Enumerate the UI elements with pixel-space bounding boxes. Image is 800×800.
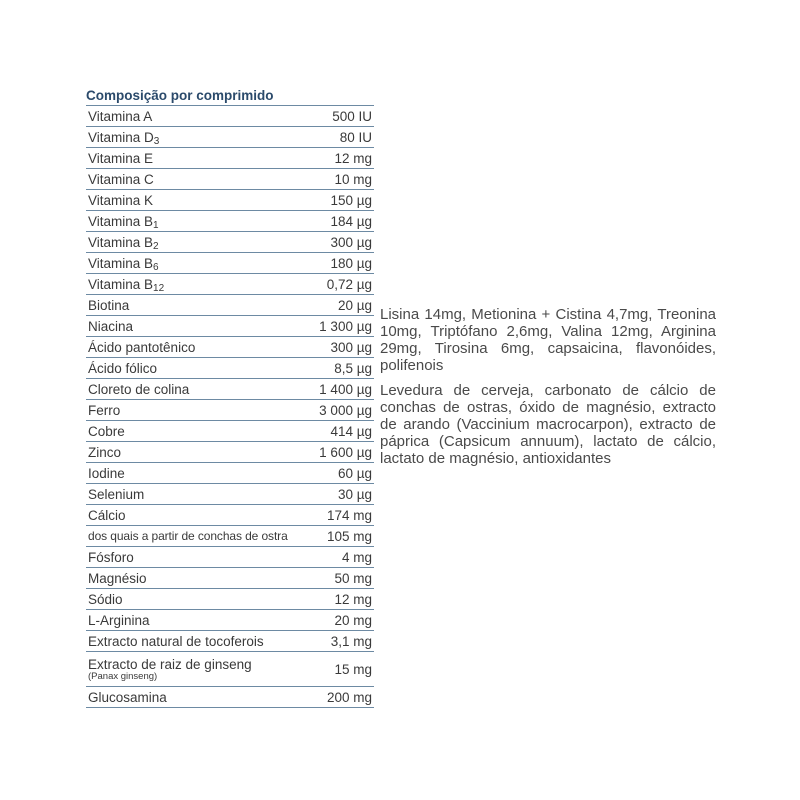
nutrient-name: Vitamina B bbox=[88, 213, 154, 229]
nutrient-label bbox=[88, 214, 159, 229]
nutrient-amount: 500 IU bbox=[332, 108, 372, 124]
nutrient-name: Vitamina B bbox=[88, 234, 154, 250]
nutrient-name: Glucosamina bbox=[88, 689, 167, 705]
nutrient-name: Vitamina B bbox=[88, 255, 154, 271]
nutrient-amount: 30 µg bbox=[337, 486, 372, 502]
table-row bbox=[86, 484, 374, 505]
nutrient-name: Vitamina D bbox=[88, 129, 154, 145]
nutrient-amount: 10 mg bbox=[334, 171, 372, 187]
table-row bbox=[86, 316, 374, 337]
nutrient-amount: 1 400 µg bbox=[319, 381, 372, 397]
nutrient-name: dos quais a partir de conchas de ostra bbox=[88, 529, 288, 543]
nutrient-name: Magnésio bbox=[88, 570, 147, 586]
nutrient-label bbox=[88, 571, 147, 586]
table-row bbox=[86, 211, 374, 232]
nutrient-label bbox=[88, 508, 126, 523]
nutrient-label bbox=[88, 424, 125, 439]
nutrient-amount: 0,72 µg bbox=[326, 276, 372, 292]
table-row bbox=[86, 568, 374, 589]
table-row bbox=[86, 169, 374, 190]
table-title: Composição por comprimido bbox=[86, 86, 374, 106]
nutrient-label-note: (Panax ginseng) bbox=[88, 670, 158, 682]
nutrient-amount: 1 600 µg bbox=[319, 444, 372, 460]
table-row bbox=[86, 190, 374, 211]
nutrient-name: Vitamina B bbox=[88, 276, 154, 292]
nutrient-name: Cálcio bbox=[88, 507, 126, 523]
table-row bbox=[86, 295, 374, 316]
nutrient-amount: 20 mg bbox=[334, 612, 372, 628]
nutrient-name: Vitamina A bbox=[88, 108, 153, 124]
nutrient-label bbox=[88, 529, 288, 543]
table-row bbox=[86, 400, 374, 421]
nutrient-name: Ferro bbox=[88, 402, 121, 418]
nutrient-label bbox=[88, 151, 153, 166]
nutrient-label bbox=[88, 235, 159, 250]
nutrient-label-main: Extracto de raiz de ginseng bbox=[88, 656, 252, 672]
table-row bbox=[86, 652, 374, 687]
table-row bbox=[86, 421, 374, 442]
nutrient-amount: 4 mg bbox=[341, 549, 372, 565]
nutrient-name: Ácido fólico bbox=[88, 360, 158, 376]
nutrient-label bbox=[88, 466, 125, 481]
nutrient-amount: 174 mg bbox=[326, 507, 372, 523]
nutrient-amount: 50 mg bbox=[334, 570, 372, 586]
nutrient-label bbox=[88, 382, 189, 397]
table-row bbox=[86, 127, 374, 148]
nutrient-label bbox=[88, 487, 144, 502]
nutrient-label bbox=[88, 109, 152, 124]
table-row bbox=[86, 442, 374, 463]
table-row bbox=[86, 337, 374, 358]
table-row bbox=[86, 589, 374, 610]
nutrient-name: Vitamina E bbox=[88, 150, 154, 166]
table-row bbox=[86, 106, 374, 127]
nutrient-amount: 300 µg bbox=[330, 234, 372, 250]
nutrient-amount: 60 µg bbox=[337, 465, 372, 481]
table-row bbox=[86, 379, 374, 400]
nutrient-name: Cloreto de colina bbox=[88, 381, 190, 397]
nutrient-subscript: 2 bbox=[153, 240, 159, 252]
table-body bbox=[86, 106, 374, 708]
table-row bbox=[86, 253, 374, 274]
nutrient-label bbox=[88, 361, 157, 376]
table-row bbox=[86, 148, 374, 169]
nutrient-subscript: 1 bbox=[153, 219, 159, 231]
nutrient-label bbox=[88, 130, 159, 145]
table-row bbox=[86, 274, 374, 295]
nutrient-amount: 20 µg bbox=[337, 297, 372, 313]
nutrient-amount: 105 mg bbox=[326, 528, 372, 544]
table-row bbox=[86, 463, 374, 484]
nutrient-amount: 150 µg bbox=[330, 192, 372, 208]
nutrient-amount: 8,5 µg bbox=[334, 360, 372, 376]
nutrient-amount: 12 mg bbox=[334, 150, 372, 166]
nutrient-amount: 414 µg bbox=[330, 423, 372, 439]
nutrient-subscript: 6 bbox=[153, 261, 159, 273]
nutrient-label bbox=[88, 340, 195, 355]
nutrient-label bbox=[88, 319, 133, 334]
nutrient-label bbox=[88, 256, 159, 271]
nutrient-amount: 1 300 µg bbox=[319, 318, 372, 334]
nutrient-amount: 180 µg bbox=[330, 255, 372, 271]
nutrient-label bbox=[88, 403, 120, 418]
table-row bbox=[86, 547, 374, 568]
nutrient-label bbox=[88, 634, 264, 649]
nutrient-label bbox=[88, 298, 129, 313]
nutrient-name: Iodine bbox=[88, 465, 125, 481]
table-row bbox=[86, 505, 374, 526]
nutrient-amount: 3,1 mg bbox=[330, 633, 372, 649]
nutrient-amount: 15 mg bbox=[334, 661, 372, 677]
ingredients-text: Levedura de cerveja, carbonato de cálcio de conchas de ostras, óxido de magnésio, extracto de arando (Vaccinium macrocarpon), extracto de páprica (Capsicum annuum), lactato de cálcio, lactato de magnésio, antioxidantes bbox=[380, 382, 716, 467]
table-row bbox=[86, 232, 374, 253]
nutrient-label bbox=[88, 657, 252, 682]
nutrient-name: Cobre bbox=[88, 423, 125, 439]
nutrient-label bbox=[88, 550, 134, 565]
nutrient-name: Vitamina K bbox=[88, 192, 154, 208]
nutrient-label bbox=[88, 690, 167, 705]
composition-table bbox=[86, 86, 374, 708]
table-row bbox=[86, 631, 374, 652]
nutrient-label bbox=[88, 613, 150, 628]
nutrient-amount: 184 µg bbox=[330, 213, 372, 229]
nutrient-subscript: 3 bbox=[153, 135, 160, 147]
table-row bbox=[86, 526, 374, 547]
table-row bbox=[86, 687, 374, 708]
table-row bbox=[86, 610, 374, 631]
nutrient-label bbox=[88, 277, 164, 292]
nutrient-label bbox=[88, 445, 121, 460]
nutrient-name: Zinco bbox=[88, 444, 122, 460]
nutrient-name: Fósforo bbox=[88, 549, 134, 565]
nutrient-amount: 12 mg bbox=[334, 591, 372, 607]
nutrient-name: Niacina bbox=[88, 318, 134, 334]
nutrient-name: L-Arginina bbox=[88, 612, 150, 628]
nutrient-subscript: 12 bbox=[153, 282, 165, 294]
nutrient-label bbox=[88, 193, 153, 208]
nutrient-amount: 300 µg bbox=[330, 339, 372, 355]
nutrient-name: Selenium bbox=[88, 486, 145, 502]
nutrient-label bbox=[88, 592, 123, 607]
nutrient-amount: 3 000 µg bbox=[319, 402, 372, 418]
nutrient-name: Vitamina C bbox=[88, 171, 154, 187]
nutrient-amount: 80 IU bbox=[339, 129, 372, 145]
nutrient-amount: 200 mg bbox=[326, 689, 372, 705]
amino-acids-text: Lisina 14mg, Metionina + Cistina 4,7mg, Treonina 10mg, Triptófano 2,6mg, Valina 12mg, Arginina 29mg, Tirosina 6mg, capsaicina, flavonóides, polifenois bbox=[380, 306, 716, 374]
nutrient-name: Ácido pantotênico bbox=[88, 339, 196, 355]
nutrient-name: Biotina bbox=[88, 297, 130, 313]
nutrient-label bbox=[88, 172, 154, 187]
table-row bbox=[86, 358, 374, 379]
nutrient-name: Sódio bbox=[88, 591, 123, 607]
nutrient-name: Extracto natural de tocoferois bbox=[88, 633, 264, 649]
